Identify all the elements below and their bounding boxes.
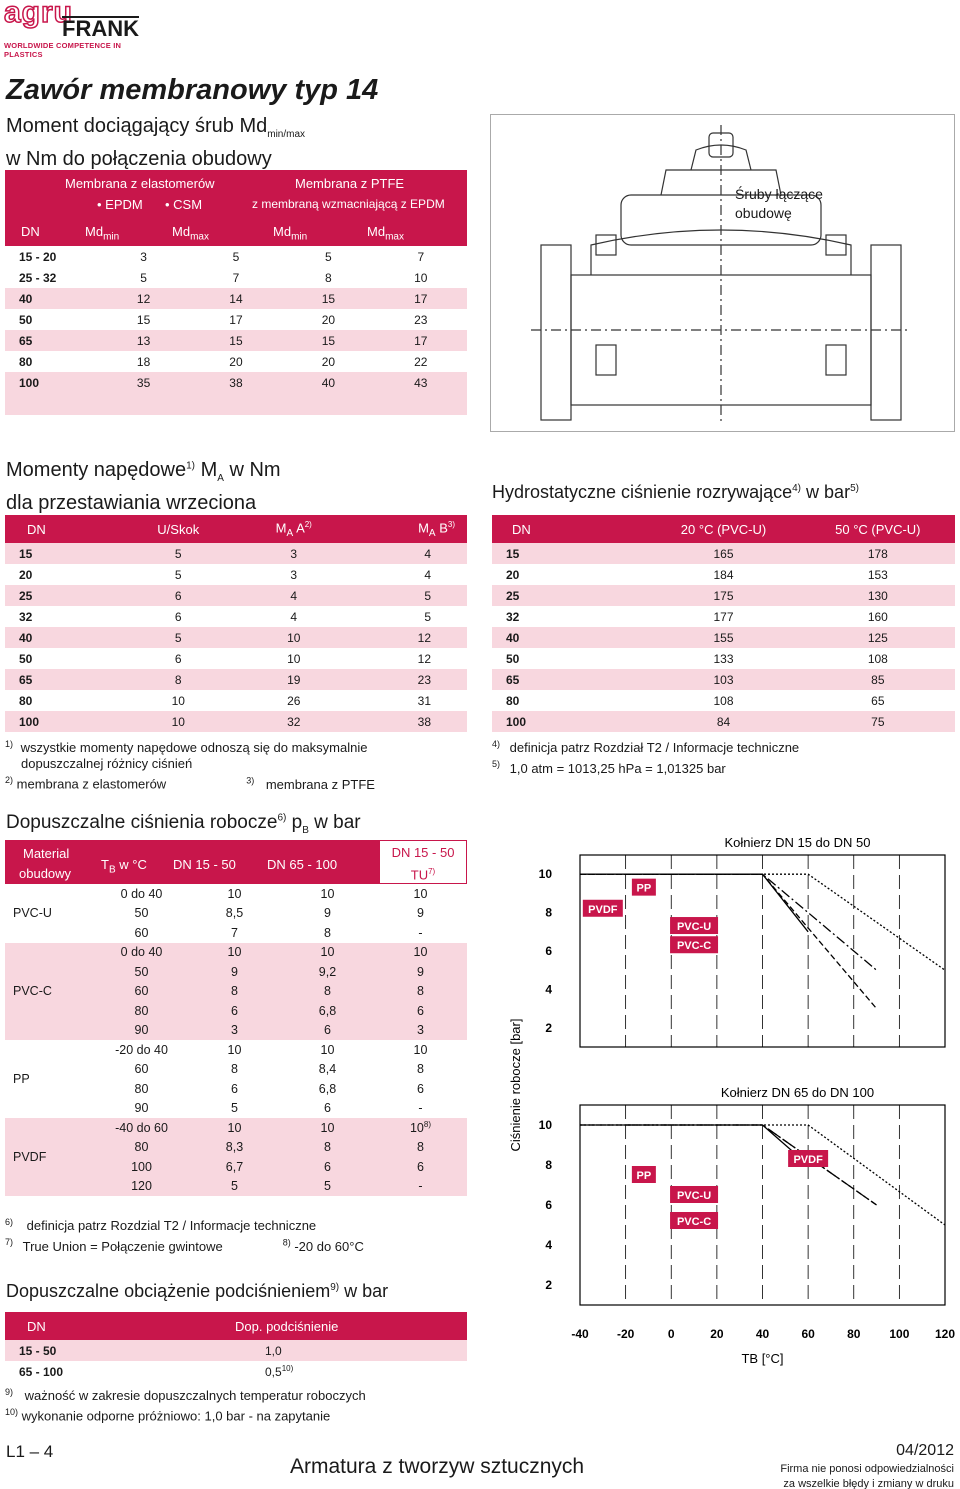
work-footnotes: $^{6)}$ definicja patrz Rozdzial T2 / Informacje techniczne $^{7)}$ True Union = Połączenie gwintowe $^{8)}$ -20 do 60°C	[5, 1217, 364, 1254]
logo	[4, 0, 139, 59]
y-tick-label: 10	[538, 867, 552, 882]
table-row: 50 9 9,2 9	[5, 962, 467, 982]
y-tick-label: 8	[545, 905, 552, 920]
table-row: 100 35 38 40 43	[5, 372, 467, 393]
table-row: 90 5 6 -	[134, 1101, 423, 1116]
table-row: 15 5 3 4	[5, 543, 467, 564]
table-row: 100 10 32 38	[5, 711, 467, 732]
series-label: PVC-U	[676, 921, 712, 934]
drive-footnotes: $^{1)}$ wszystkie momenty napędowe odnoszą się do maksymalnie dopuszczalnej różnicy ciśnień $^{2)}$ membrana z elastomerów $^{3)}$ membrana z PTFE	[5, 739, 375, 792]
table-row: 65 8 19 23	[5, 669, 467, 690]
series-label: PVC-U	[676, 1190, 712, 1202]
pressure-chart	[490, 815, 955, 1375]
y-tick-label: 10	[538, 1118, 552, 1132]
table-row: PVDF -40 do 60 10 10 10$^{8)}$	[5, 1118, 467, 1138]
x-tick-label: 0	[667, 1327, 675, 1341]
logo-tagline: WORLDWIDE COMPETENCE IN PLASTICS	[4, 41, 122, 59]
vac-footnotes: $^{9)}$ ważność w zakresie dopuszczalnych temperatur roboczych $^{10)}$ wykonanie odporne próżniowo: 1,0 bar - na zapytanie	[5, 1387, 366, 1424]
y-tick-label: 6	[545, 1198, 552, 1212]
chart-panel-title: Kołnierz DN 65 do DN 100	[720, 1085, 875, 1100]
bolt-label: Śruby łączące obudowę	[735, 186, 823, 221]
y-tick-label: 4	[545, 1238, 552, 1252]
footer-page: L1 – 4	[6, 1442, 54, 1461]
logo-frank: FRANK	[62, 16, 139, 41]
vac-table: DN Dop. podciśnienie 15 - 50 1,0 65 - 100 0,5$^{10)}$	[5, 1312, 467, 1382]
table-row: 32 177 160	[506, 609, 888, 624]
series-label: PP	[636, 882, 652, 895]
x-tick-label: 20	[710, 1327, 724, 1341]
y-axis-label: Ciśnienie robocze [bar]	[508, 1018, 523, 1152]
table-row: 60 7 8 -	[134, 925, 423, 940]
y-tick-label: 6	[545, 944, 552, 958]
table-row: 15 165 178	[492, 543, 955, 564]
series-label: PVDF	[793, 1154, 823, 1166]
series-label: PVC-C	[676, 940, 712, 953]
table-row: PP -20 do 40 10 10 10	[13, 1042, 428, 1086]
work-heading: Dopuszczalne ciśnienia robocze$^{6)}$ $p_B$ w bar	[6, 812, 361, 836]
page-title: Zawór membranowy typ 14	[6, 74, 379, 106]
series-label: PVDF	[588, 903, 618, 916]
x-tick-label: 80	[847, 1327, 861, 1341]
chart-panel-title: Kołnierz DN 15 do DN 50	[724, 835, 871, 850]
x-tick-label: 40	[755, 1327, 770, 1341]
torque-heading: Moment dociągający śrub $Md_{min/max}$ w Nm do połączenia obudowy	[6, 115, 306, 170]
table-row: 65 - 100 0,5$^{10)}$	[19, 1364, 294, 1379]
footer-disclaimer: Firma nie ponosi odpowiedzialności za wszelkie błędy i zmiany w druku	[780, 1463, 954, 1489]
table-row: 80 8,3 8 8	[5, 1138, 467, 1158]
table-row: 60 8 8,4 8	[134, 1062, 424, 1077]
table-row: 20 184 153	[506, 567, 888, 582]
y-tick-label: 4	[545, 982, 552, 997]
table-row: 120 5 5 -	[5, 1177, 467, 1197]
x-tick-label: -40	[571, 1327, 589, 1341]
x-axis-label: TB [°C]	[741, 1351, 784, 1366]
series-line-PVC-U	[580, 1125, 808, 1165]
table-row: 25 6 4 5	[5, 585, 467, 606]
table-row: 40 12 14 15 17	[5, 288, 467, 309]
series-label: PP	[636, 1170, 652, 1182]
table-row: 100 84 75	[492, 711, 955, 732]
table-row: 50 133 108	[506, 651, 888, 666]
torque-table: Membrana z elastomerów Membrana z PTFE • EPDM • CSM z membraną wzmacniającą z EPDM DN $Md_{min}$ $Md_{max}$ $Md_{min}$ $Md_{max}$ 15 - 20 3 5 5 7 25 - 32 5 7 8 10 40 12 14 15 17 50 15 17 20 23 65 13 15 15 17 80 18 20 20 22 100 35 38 40 43	[5, 170, 467, 415]
drive-heading: Momenty napędowe$^{1)}$ $M_A$ w Nm dla przestawiania wrzeciona	[6, 459, 281, 514]
table-row: 100 6,7 6 6	[5, 1157, 467, 1177]
table-row: 20 5 3 4	[19, 567, 431, 582]
table-row: 50 6 10 12	[19, 651, 431, 666]
burst-footnotes: $^{4)}$ definicja patrz Rozdział T2 / Informacje techniczne $^{5)}$ 1,0 atm = 1013,25 hPa = 1,01325 bar	[492, 739, 800, 776]
burst-table: DN 20 °C (PVC-U) 50 °C (PVC-U) 15 165 178 20 184 153 25 175 130 32 177 160 40 155 125 50 133 108 65 103 85 80 108 65 100 84 75	[492, 515, 955, 732]
table-row: 40 155 125	[492, 627, 955, 648]
table-row: 80 108 65	[506, 693, 885, 708]
footer-date: 04/2012	[896, 1442, 954, 1459]
burst-heading: Hydrostatyczne ciśnienie rozrywające$^{4)}$ w bar$^{5)}$	[492, 482, 859, 502]
table-row: 15 - 20 3 5 5 7	[19, 249, 425, 264]
table-row: PVC-U 0 do 40 10 10 10	[13, 886, 428, 921]
table-row: 80 10 26 31	[19, 693, 431, 708]
series-line-PP	[626, 874, 877, 970]
table-row: 65 103 85	[492, 669, 955, 690]
table-row: 65 13 15 15 17	[5, 330, 467, 351]
table-row: 32 6 4 5	[19, 609, 431, 624]
table-row: 40 5 10 12	[5, 627, 467, 648]
logo-agru: agru	[4, 0, 74, 29]
table-row: 25 - 32 5 7 8 10	[19, 270, 428, 285]
table-row: 60 8 8 8	[5, 982, 467, 1002]
table-row: 25 175 130	[492, 585, 955, 606]
y-tick-label: 2	[545, 1278, 552, 1292]
table-row: 15 - 50 1,0	[5, 1340, 467, 1361]
table-row: 80 6 6,8 6	[134, 1081, 424, 1096]
table-row: 50 15 17 20 23	[19, 312, 428, 327]
work-table: Material obudowy $T_B$ w °C DN 15 - 50 DN 65 - 100 DN 15 - 50 TU$^{7)}$ PVC-U 0 do 40 10 10 10 50 8,5 9 9 60 7 8 - PVC-C 0 do 40 10 10 10 50 9 9,2 9 60 8 8 8 80 6 6,8 6 90 3 6 3 PP -20 do 40 10 10 10 60 8 8,4 8 80 6 6,8 6 90 5 6 - PVDF -40 do 60 10 10 10$^{8)}$ 80 8,3 8 8 100 6,7 6 6 120 5 5 -	[5, 840, 467, 1196]
series-line-PP	[626, 1125, 877, 1205]
y-tick-label: 8	[545, 1158, 552, 1172]
vac-heading: Dopuszczalne obciążenie podciśnieniem$^{9)}$ w bar	[6, 1281, 389, 1301]
y-tick-label: 2	[545, 1020, 552, 1035]
drive-table: DN U/Skok $M_A$ $A^{2)}$ $M_A$ $B^{3)}$ 15 5 3 4 20 5 3 4 25 6 4 5 32 6 4 5 40 5 10 12 50 6 10 12 65 8 19 23 80 10 26 31 100 10 32 38	[5, 515, 467, 732]
table-row: PVC-C 0 do 40 10 10 10	[5, 943, 467, 963]
x-tick-label: 120	[934, 1327, 955, 1341]
series-line-PVC-C	[580, 874, 877, 1008]
x-tick-label: 100	[889, 1327, 910, 1341]
valve-drawing	[490, 114, 955, 432]
table-row: 80 18 20 20 22	[19, 354, 428, 369]
x-tick-label: -20	[616, 1327, 635, 1341]
series-line-PVC-C	[580, 1125, 877, 1205]
footer-center: Armatura z tworzyw sztucznych	[290, 1455, 585, 1478]
series-label: PVC-C	[676, 1216, 712, 1228]
table-row: 80 6 6,8 6	[5, 1001, 467, 1021]
table-row: 90 3 6 3	[5, 1021, 467, 1041]
x-tick-label: 60	[801, 1327, 815, 1341]
table-row: 50 8,5 9 9	[134, 906, 424, 921]
